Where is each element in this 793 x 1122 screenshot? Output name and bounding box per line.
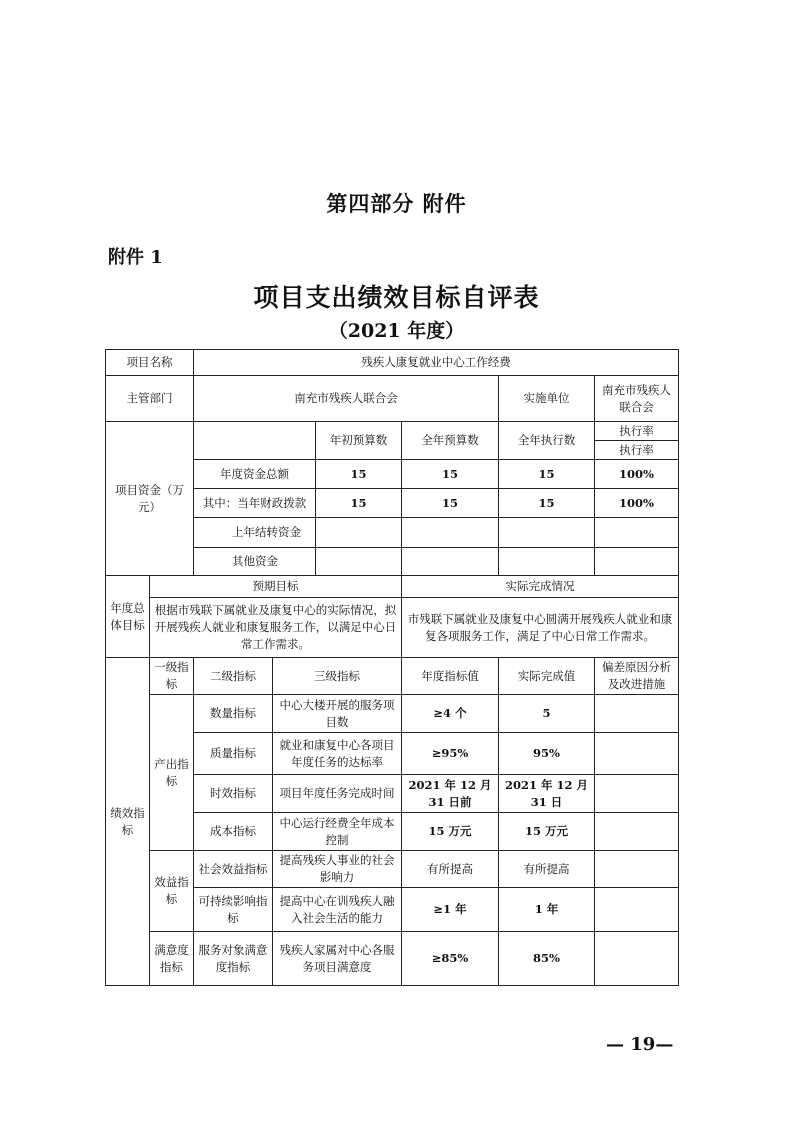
performance-table xyxy=(105,349,679,986)
deviation-note xyxy=(595,813,679,851)
target-value: ≥95% xyxy=(402,733,499,775)
funds-header: 全年预算数 xyxy=(402,422,499,460)
part-title: 第四部分 附件 xyxy=(326,191,467,216)
funds-cell xyxy=(499,548,595,576)
expected-goal-text: 根据市残联下属就业及康复中心的实际情况，拟开展残疾人就业和康复服务工作，以满足中心日常工作需求。 xyxy=(150,598,402,658)
actual-value: 5 xyxy=(499,695,595,733)
funds-row-label: 其中：当年财政拨款 xyxy=(194,489,316,518)
annual-goal-label: 年度总体目标 xyxy=(106,576,150,658)
dept-label: 主管部门 xyxy=(106,376,194,422)
deviation-note xyxy=(595,932,679,986)
level2-indicator: 时效指标 xyxy=(194,775,273,813)
actual-goal-text: 市残联下属就业及康复中心圆满开展残疾人就业和康复各项服务工作，满足了中心日常工作需求。 xyxy=(402,598,679,658)
funds-cell xyxy=(402,548,499,576)
level2-indicator: 可持续影响指标 xyxy=(194,888,273,932)
level2-indicator: 社会效益指标 xyxy=(194,851,273,888)
table-row xyxy=(106,695,679,733)
target-value: ≥85% xyxy=(402,932,499,986)
target-value: 有所提高 xyxy=(402,851,499,888)
funds-label: 项目资金（万元） xyxy=(106,422,194,576)
level1-indicator: 效益指标 xyxy=(150,851,194,932)
funds-header: 全年执行数 xyxy=(499,422,595,460)
funds-cell xyxy=(316,548,402,576)
page-subtitle: （2021 年度） xyxy=(328,320,465,342)
funds-cell xyxy=(595,518,679,548)
actual-value: 2021 年 12 月 31 日 xyxy=(499,775,595,813)
target-value: ≥1 年 xyxy=(402,888,499,932)
level2-indicator: 质量指标 xyxy=(194,733,273,775)
level1-indicator: 满意度指标 xyxy=(150,932,194,986)
funds-header-blank xyxy=(194,422,316,460)
deviation-note xyxy=(595,695,679,733)
funds-header: 年初预算数 xyxy=(316,422,402,460)
perf-header: 三级指标 xyxy=(273,658,402,695)
funds-cell: 15 xyxy=(316,460,402,489)
actual-value: 85% xyxy=(499,932,595,986)
funds-cell xyxy=(402,518,499,548)
actual-value: 95% xyxy=(499,733,595,775)
project-name-value: 残疾人康复就业中心工作经费 xyxy=(194,350,679,376)
deviation-note xyxy=(595,775,679,813)
level2-indicator: 服务对象满意度指标 xyxy=(194,932,273,986)
perf-header: 偏差原因分析及改进措施 xyxy=(595,658,679,695)
attachment-label: 附件 1 xyxy=(108,247,163,268)
funds-cell xyxy=(316,518,402,548)
perf-header: 一级指标 xyxy=(150,658,194,695)
table-row xyxy=(106,376,679,422)
expected-goal-header: 预期目标 xyxy=(150,576,402,598)
target-value: 2021 年 12 月 31 日前 xyxy=(402,775,499,813)
target-value: 15 万元 xyxy=(402,813,499,851)
deviation-note xyxy=(595,888,679,932)
performance-label: 绩效指标 xyxy=(106,658,150,986)
table-row xyxy=(106,576,679,598)
funds-header: 执行率 xyxy=(595,422,678,441)
funds-cell: 15 xyxy=(402,460,499,489)
level3-indicator: 提高中心在训残疾人融入社会生活的能力 xyxy=(273,888,402,932)
funds-row-label: 年度资金总额 xyxy=(194,460,316,489)
perf-header: 实际完成值 xyxy=(499,658,595,695)
funds-header-rate xyxy=(595,422,679,460)
project-name-label: 项目名称 xyxy=(106,350,194,376)
perf-header: 年度指标值 xyxy=(402,658,499,695)
deviation-note xyxy=(595,851,679,888)
dept-value: 南充市残疾人联合会 xyxy=(194,376,499,422)
funds-cell: 100% xyxy=(595,460,679,489)
funds-cell: 15 xyxy=(402,489,499,518)
level3-indicator: 项目年度任务完成时间 xyxy=(273,775,402,813)
level3-indicator: 就业和康复中心各项目年度任务的达标率 xyxy=(273,733,402,775)
level3-indicator: 提高残疾人事业的社会影响力 xyxy=(273,851,402,888)
funds-cell: 15 xyxy=(499,489,595,518)
actual-value: 1 年 xyxy=(499,888,595,932)
actual-value: 15 万元 xyxy=(499,813,595,851)
level2-indicator: 成本指标 xyxy=(194,813,273,851)
table-row xyxy=(106,658,679,695)
level2-indicator: 数量指标 xyxy=(194,695,273,733)
funds-header: 执行率 xyxy=(619,443,654,457)
perf-header: 二级指标 xyxy=(194,658,273,695)
funds-row-label: 上年结转资金 xyxy=(194,518,316,548)
deviation-note xyxy=(595,733,679,775)
level3-indicator: 中心大楼开展的服务项目数 xyxy=(273,695,402,733)
unit-label: 实施单位 xyxy=(499,376,595,422)
table-row xyxy=(106,350,679,376)
table-row xyxy=(106,932,679,986)
target-value: ≥4 个 xyxy=(402,695,499,733)
actual-value: 有所提高 xyxy=(499,851,595,888)
unit-value: 南充市残疾人联合会 xyxy=(595,376,679,422)
level1-indicator: 产出指标 xyxy=(150,695,194,851)
funds-cell xyxy=(499,518,595,548)
funds-row-label: 其他资金 xyxy=(194,548,316,576)
page-title: 项目支出绩效目标自评表 xyxy=(253,283,540,312)
funds-cell: 15 xyxy=(316,489,402,518)
table-row xyxy=(106,851,679,888)
actual-goal-header: 实际完成情况 xyxy=(402,576,679,598)
level3-indicator: 残疾人家属对中心各服务项目满意度 xyxy=(273,932,402,986)
page-number: — 19— xyxy=(606,1034,674,1055)
table-row xyxy=(106,598,679,658)
level3-indicator: 中心运行经费全年成本控制 xyxy=(273,813,402,851)
funds-cell: 15 xyxy=(499,460,595,489)
funds-cell: 100% xyxy=(595,489,679,518)
table-row xyxy=(106,422,679,460)
funds-cell xyxy=(595,548,679,576)
